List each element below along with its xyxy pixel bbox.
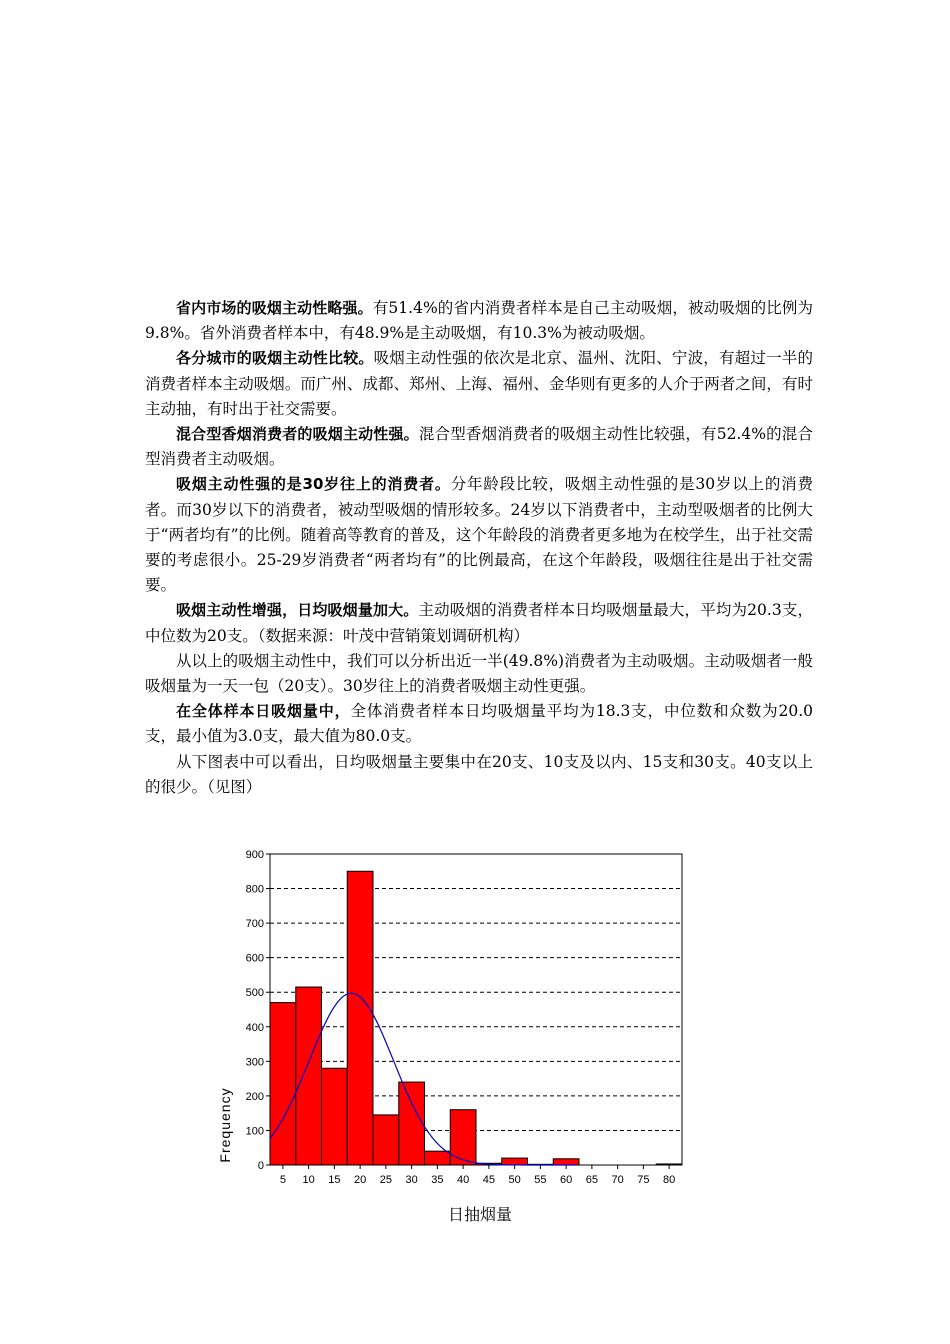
x-tick-label: 20 [354, 1174, 367, 1186]
paragraph-body: 混合型香烟消费者的吸烟主动性比较强，有52.4%的混合型消费者主动吸烟。 [145, 425, 813, 469]
y-tick-label: 500 [245, 987, 264, 1000]
x-tick-label: 30 [405, 1174, 418, 1186]
paragraph-body: 分年龄段比较，吸烟主动性强的是30岁以上的消费者。而30岁以下的消费者，被动型吸烟的情形较多。24岁以下消费者中，主动型吸烟者的比例大于“两者均有”的比例。随着高等教育的普及，这个年龄段的消费者更多地为在校学生，出于社交需要的考虑很小。25-29岁消费者“两者均有”的比例最高，在这个年龄段，吸烟往往是出于社交需要。 [145, 475, 813, 595]
histogram-bar [425, 1151, 451, 1165]
x-tick-label: 25 [379, 1174, 392, 1186]
histogram-bar [553, 1159, 579, 1165]
y-tick-label: 700 [245, 918, 264, 931]
paragraph [145, 649, 813, 699]
y-tick-label: 600 [245, 952, 264, 965]
histogram-bar [373, 1115, 399, 1165]
histogram-bar [656, 1164, 682, 1165]
paragraph-body: 全体消费者样本日均吸烟量平均为18.3支，中位数和众数为20.0支，最小值为3.0支，最大值为80.0支。 [145, 702, 813, 746]
paragraph-lead: 吸烟主动性增强，日均吸烟量加大。 [176, 601, 419, 620]
x-tick-label: 70 [611, 1174, 624, 1186]
paragraph-lead: 吸烟主动性强的是30岁往上的消费者。 [176, 475, 451, 494]
paragraph [145, 699, 813, 749]
paragraph [145, 422, 813, 472]
paragraph-lead: 混合型香烟消费者的吸烟主动性强。 [176, 425, 419, 444]
paragraph [145, 750, 813, 800]
y-tick-label: 200 [245, 1090, 264, 1103]
histogram-bar [347, 871, 373, 1165]
x-tick-label: 55 [534, 1174, 547, 1186]
paragraph-lead: 各分城市的吸烟主动性比较。 [176, 349, 374, 368]
article-text [145, 296, 813, 800]
y-axis-label: Frequency [217, 1087, 233, 1163]
histogram-svg [200, 840, 720, 1200]
histogram-bar [502, 1158, 528, 1165]
x-tick-label: 35 [431, 1174, 444, 1186]
paragraph-body: 有51.4%的省内消费者样本是自己主动吸烟，被动吸烟的比例为9.8%。省外消费者样本中，有48.9%是主动吸烟，有10.3%为被动吸烟。 [145, 299, 813, 343]
paragraph [145, 296, 813, 346]
y-tick-label: 400 [245, 1021, 264, 1034]
histogram-bar [296, 987, 322, 1165]
paragraph-body: 吸烟主动性强的依次是北京、温州、沈阳、宁波，有超过一半的消费者样本主动吸烟。而广州、成都、郑州、上海、福州、金华则有更多的人介于两者之间，有时主动抽，有时出于社交需要。 [145, 349, 813, 418]
y-tick-label: 0 [257, 1160, 264, 1172]
y-tick-label: 900 [245, 849, 264, 861]
y-tick-label: 800 [245, 883, 264, 896]
histogram-chart [200, 840, 720, 1240]
y-tick-label: 300 [245, 1056, 264, 1069]
histogram-bar [270, 1003, 296, 1165]
x-tick-label: 10 [302, 1174, 315, 1186]
paragraph [145, 346, 813, 422]
paragraph-lead: 省内市场的吸烟主动性略强。 [176, 299, 373, 317]
x-tick-label: 65 [585, 1174, 598, 1186]
histogram-bar [322, 1068, 348, 1165]
x-tick-label: 75 [637, 1174, 650, 1186]
paragraph-body: 主动吸烟的消费者样本日均吸烟量最大，平均为20.3支，中位数为20支。（数据来源：叶茂中营销策划调研机构） [145, 601, 813, 645]
x-tick-label: 45 [482, 1174, 495, 1186]
paragraph [145, 472, 813, 598]
x-tick-label: 5 [279, 1174, 286, 1186]
paragraph-body: 从以上的吸烟主动性中，我们可以分析出近一半(49.8%)消费者为主动吸烟。主动吸烟者一般吸烟量为一天一包（20支）。30岁往上的消费者吸烟主动性更强。 [145, 651, 813, 696]
x-tick-label: 40 [457, 1174, 470, 1186]
x-axis-label: 日抽烟量 [447, 1205, 512, 1224]
x-tick-label: 50 [508, 1174, 521, 1186]
paragraph-lead: 在全体样本日吸烟量中， [176, 702, 351, 721]
x-tick-label: 60 [560, 1174, 573, 1186]
paragraph [145, 598, 813, 648]
x-tick-label: 15 [328, 1174, 341, 1186]
histogram-bar [399, 1082, 425, 1165]
x-tick-label: 80 [663, 1174, 676, 1186]
paragraph-body: 从下图表中可以看出，日均吸烟量主要集中在20支、10支及以内、15支和30支。40支以上的很少。（见图） [145, 752, 813, 796]
y-tick-label: 100 [245, 1125, 264, 1138]
